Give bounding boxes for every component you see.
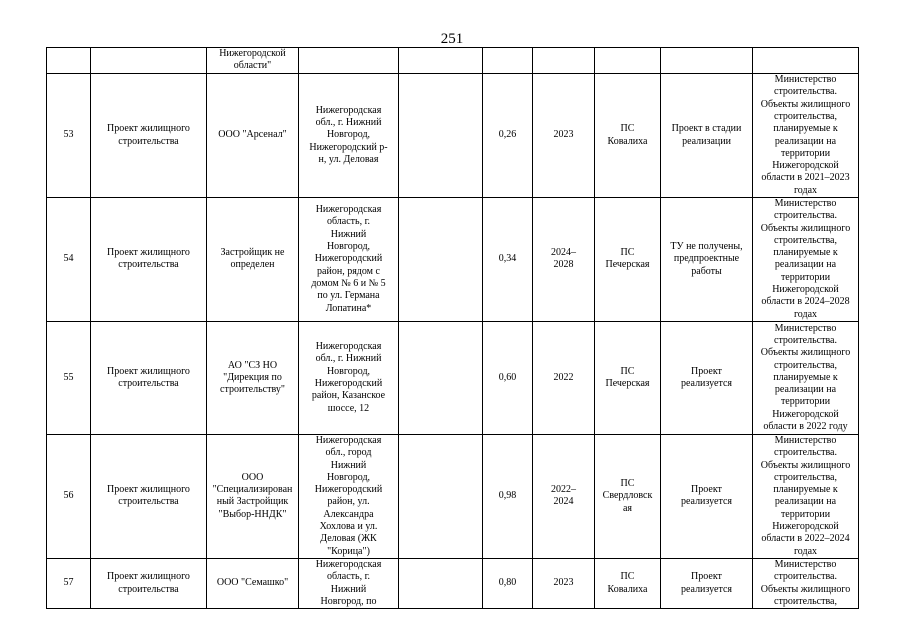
status-cell: Проект реализуется — [661, 321, 753, 434]
status-cell: Проект в стадии реализации — [661, 74, 753, 198]
address-cell: Нижегородская обл., г. Нижний Новгород, Нижегородский р- н, ул. Деловая — [299, 74, 399, 198]
year-cell: 2022 — [533, 321, 595, 434]
year-cell: 2022– 2024 — [533, 434, 595, 558]
status-cell: Проект реализуется — [661, 558, 753, 608]
year-cell: 2023 — [533, 558, 595, 608]
developer-cell: АО "СЗ НО "Дирекция по строительству" — [207, 321, 299, 434]
project-type-cell: Проект жилищного строительства — [91, 198, 207, 322]
project-number-cell: 54 — [47, 198, 91, 322]
table-row — [47, 198, 859, 322]
load-value-cell: 0,34 — [483, 198, 533, 322]
substation-cell: ПС Свердловск ая — [595, 434, 661, 558]
source-cell: Министерство строительства. Объекты жилищного строительства, планируемые к реализации на территории Нижегородской области в 2022 году — [753, 321, 859, 434]
project-number-cell: 56 — [47, 434, 91, 558]
table-row — [47, 74, 859, 198]
empty-cell — [399, 434, 483, 558]
address-cell: Нижегородская область, г. Нижний Новгород, по — [299, 558, 399, 608]
table-row — [47, 321, 859, 434]
empty-cell — [399, 321, 483, 434]
project-number-cell: 53 — [47, 74, 91, 198]
source-cell: Министерство строительства. Объекты жилищного строительства, планируемые к реализации на территории Нижегородской области в 2022–2024 годах — [753, 434, 859, 558]
page-number: 251 — [440, 31, 464, 47]
project-number-cell: 55 — [47, 321, 91, 434]
address-cell: Нижегородская обл., город Нижний Новгород, Нижегородский район, ул. Александра Хохлова и ул. Деловая (ЖК "Корица") — [299, 434, 399, 558]
load-value-cell: 0,80 — [483, 558, 533, 608]
project-number-cell: 57 — [47, 558, 91, 608]
developer-cell: Застройщик не определен — [207, 198, 299, 322]
housing-projects-table — [46, 47, 859, 609]
substation-cell: ПС Печерская — [595, 321, 661, 434]
table-row — [47, 434, 859, 558]
continuation-row — [47, 48, 859, 74]
developer-cell: ООО "Специализирован ный Застройщик "Выбор-ННДК" — [207, 434, 299, 558]
project-type-cell: Проект жилищного строительства — [91, 74, 207, 198]
project-type-cell: Проект жилищного строительства — [91, 434, 207, 558]
year-cell: 2023 — [533, 74, 595, 198]
empty-cell — [399, 558, 483, 608]
empty-cell — [399, 74, 483, 198]
load-value-cell: 0,60 — [483, 321, 533, 434]
address-cell: Нижегородская обл., г. Нижний Новгород, Нижегородский район, Казанское шоссе, 12 — [299, 321, 399, 434]
status-cell: ТУ не получены, предпроектные работы — [661, 198, 753, 322]
year-cell: 2024– 2028 — [533, 198, 595, 322]
address-cell: Нижегородская область, г. Нижний Новгород, Нижегородский район, рядом с домом № 6 и № 5 по ул. Германа Лопатина* — [299, 198, 399, 322]
substation-cell: ПС Ковалиха — [595, 74, 661, 198]
substation-cell: ПС Ковалиха — [595, 558, 661, 608]
developer-cell: Нижегородской области" — [207, 48, 299, 74]
project-type-cell: Проект жилищного строительства — [91, 558, 207, 608]
empty-cell — [399, 198, 483, 322]
source-cell: Министерство строительства. Объекты жилищного строительства, планируемые к реализации на территории Нижегородской области в 2021–2023 годах — [753, 74, 859, 198]
load-value-cell: 0,26 — [483, 74, 533, 198]
developer-cell: ООО "Семашко" — [207, 558, 299, 608]
load-value-cell: 0,98 — [483, 434, 533, 558]
source-cell: Министерство строительства. Объекты жилищного строительства, планируемые к реализации на территории Нижегородской области в 2024–2028 годах — [753, 198, 859, 322]
table-row — [47, 558, 859, 608]
substation-cell: ПС Печерская — [595, 198, 661, 322]
developer-cell: ООО "Арсенал" — [207, 74, 299, 198]
project-type-cell: Проект жилищного строительства — [91, 321, 207, 434]
status-cell: Проект реализуется — [661, 434, 753, 558]
source-cell: Министерство строительства. Объекты жилищного строительства, — [753, 558, 859, 608]
